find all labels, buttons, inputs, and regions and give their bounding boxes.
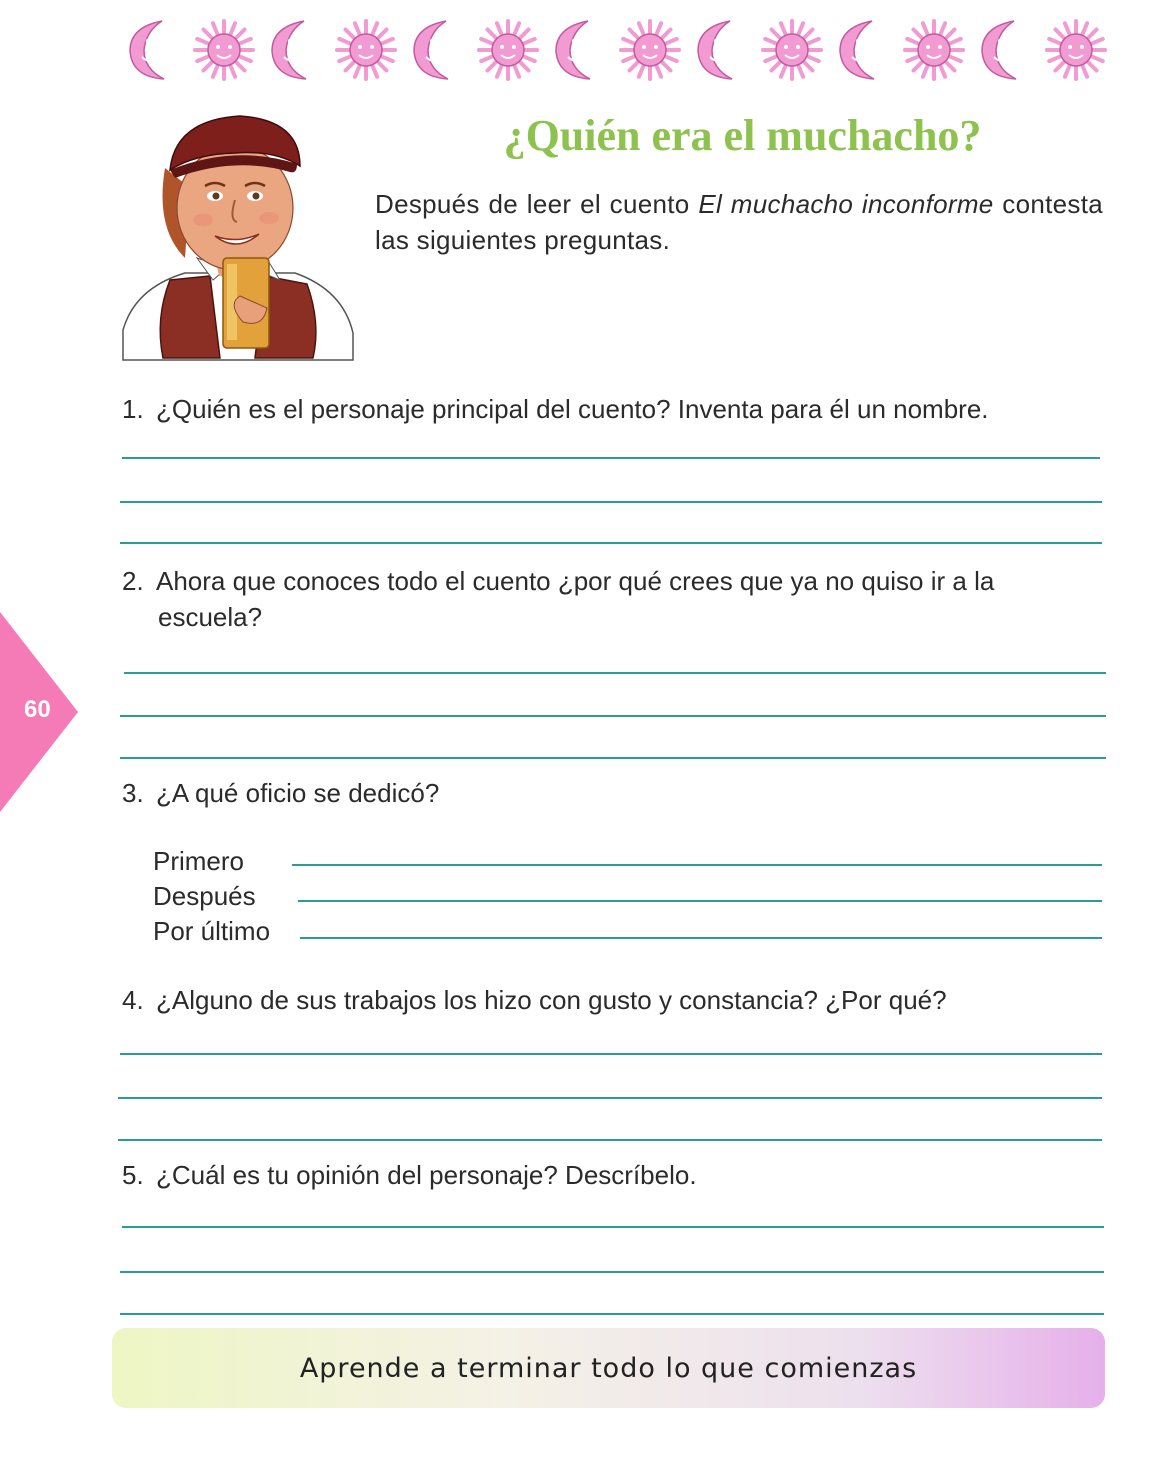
answer-line[interactable] [120, 715, 1106, 717]
answer-line[interactable] [120, 757, 1106, 759]
answer-line[interactable] [120, 501, 1102, 503]
moon-icon [832, 17, 894, 83]
moon-icon [548, 17, 610, 83]
question-2 [122, 563, 1112, 635]
moon-icon [406, 17, 468, 83]
sun-icon [477, 17, 539, 83]
intro-text-start: Después de leer el cuento [375, 189, 699, 219]
sub-label-por-ultimo: Por último [153, 916, 271, 946]
sun-icon [335, 17, 397, 83]
sub-label-primero: Primero [153, 846, 245, 876]
answer-line[interactable] [298, 900, 1102, 902]
question-text: ¿A qué oficio se dedicó? [156, 778, 440, 808]
story-title: El muchacho inconforme [698, 189, 994, 219]
question-number: 3. [122, 778, 144, 808]
intro-text-end: contesta las siguientes preguntas. [375, 189, 1103, 255]
question-number: 2. [122, 566, 144, 596]
sun-icon [193, 17, 255, 83]
answer-line[interactable] [120, 1313, 1104, 1315]
answer-line[interactable] [120, 1271, 1104, 1273]
page-title: ¿Quién era el muchacho? [503, 111, 982, 160]
question-text-continued: escuela? [158, 602, 263, 632]
question-1 [122, 391, 989, 427]
question-text: ¿Cuál es tu opinión del personaje? Descríbelo. [156, 1160, 697, 1190]
decorative-border [122, 14, 1107, 86]
answer-line[interactable] [118, 1139, 1102, 1141]
question-4 [122, 982, 947, 1018]
page-number: 60 [24, 696, 51, 723]
boy-illustration [115, 108, 360, 366]
question-5 [122, 1157, 697, 1193]
moon-icon [122, 17, 184, 83]
answer-line[interactable] [120, 1053, 1102, 1055]
sub-label-despues: Después [153, 881, 256, 911]
question-3 [122, 775, 439, 811]
answer-line[interactable] [300, 937, 1102, 939]
moon-icon [974, 17, 1036, 83]
question-number: 4. [122, 985, 144, 1015]
answer-line[interactable] [124, 672, 1106, 674]
question-text: ¿Quién es el personaje principal del cuento? Inventa para él un nombre. [156, 394, 989, 424]
question-text: ¿Alguno de sus trabajos los hizo con gusto y constancia? ¿Por qué? [156, 985, 947, 1015]
question-number: 1. [122, 394, 144, 424]
moon-icon [264, 17, 326, 83]
answer-line[interactable] [292, 864, 1102, 866]
question-text: Ahora que conoces todo el cuento ¿por qué crees que ya no quiso ir a la [156, 566, 995, 596]
moon-icon [690, 17, 752, 83]
answer-line[interactable] [120, 542, 1102, 544]
answer-line[interactable] [118, 1097, 1102, 1099]
question-number: 5. [122, 1160, 144, 1190]
sun-icon [619, 17, 681, 83]
answer-line[interactable] [122, 1226, 1104, 1228]
sun-icon [761, 17, 823, 83]
sun-icon [903, 17, 965, 83]
motto-text: Aprende a terminar todo lo que comienzas [299, 1352, 918, 1384]
sun-icon [1045, 17, 1107, 83]
motto-banner [112, 1328, 1105, 1408]
intro-text [375, 186, 1103, 258]
answer-line[interactable] [122, 457, 1100, 459]
